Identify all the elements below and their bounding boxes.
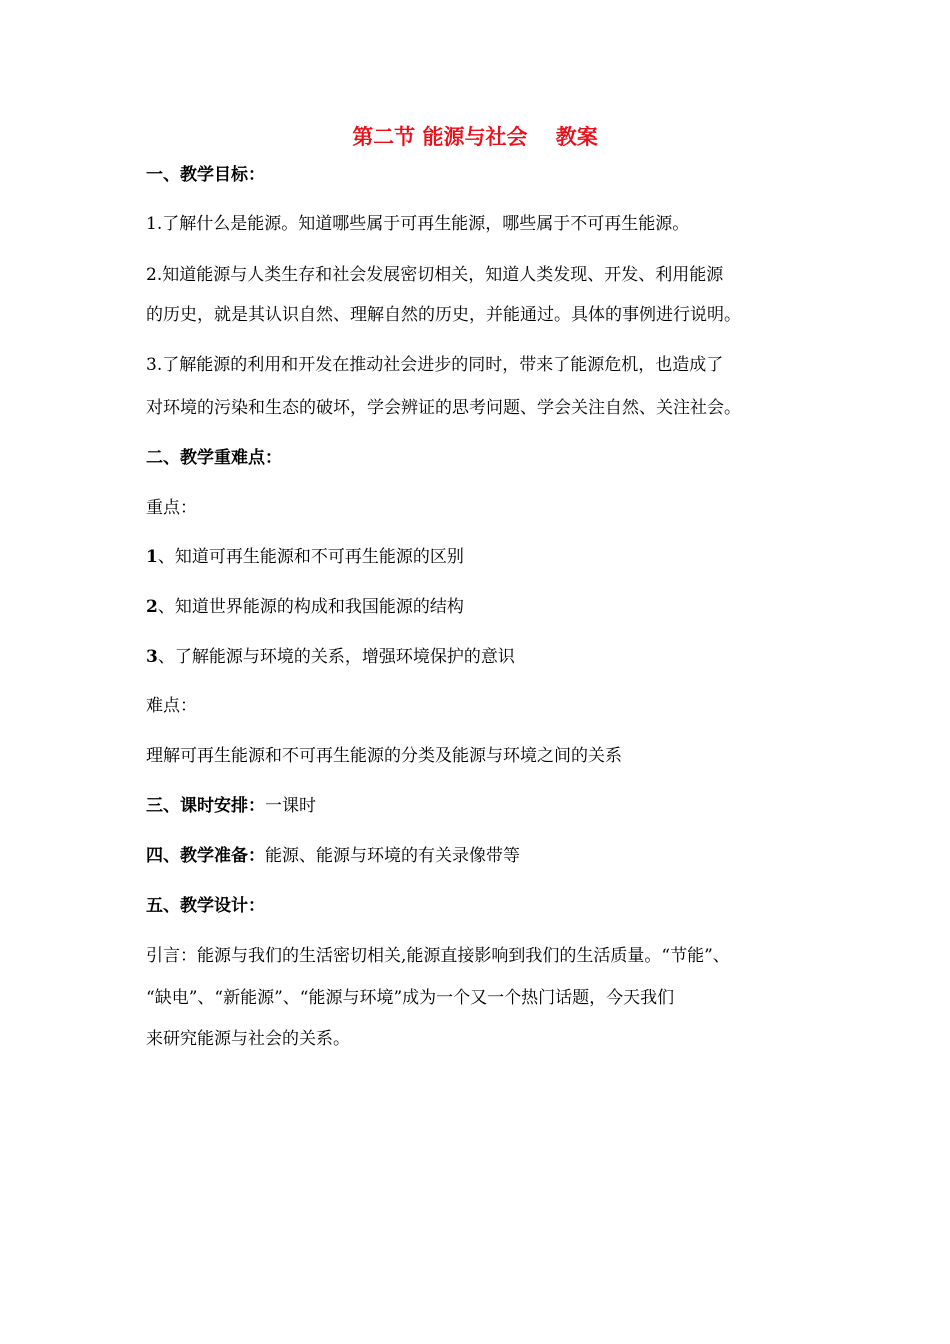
schedule-text: 一课时 <box>265 796 316 816</box>
objective-item-1: 1.了解什么是能源。知道哪些属于可再生能源，哪些属于不可再生能源。 <box>146 214 690 234</box>
section-heading-design: 五、教学设计： <box>146 896 265 916</box>
key-point-1-number: 1 <box>146 547 158 567</box>
section-heading-objectives: 一、教学目标： <box>146 165 265 185</box>
objective-item-2-line-2: 的历史，就是其认识自然、理解自然的历史，并能通过。具体的事例进行说明。 <box>146 305 741 325</box>
section-heading-schedule: 三、课时安排： <box>146 796 265 816</box>
objective-item-2-line-1: 2.知道能源与人类生存和社会发展密切相关，知道人类发现、开发、利用能源 <box>146 265 724 285</box>
objective-item-3-line-1: 3.了解能源的利用和开发在推动社会进步的同时，带来了能源危机，也造成了 <box>146 355 724 375</box>
section-heading-key-points: 二、教学重难点： <box>146 448 282 468</box>
difficulty-label: 难点： <box>146 696 197 716</box>
key-point-3-text: 、了解能源与环境的关系，增强环境保护的意识 <box>157 647 515 667</box>
key-points-label: 重点： <box>146 498 197 518</box>
key-point-1 <box>146 545 464 569</box>
key-point-3 <box>146 645 515 669</box>
preparation-line <box>146 844 520 868</box>
schedule-line <box>146 794 316 818</box>
preparation-text: 能源、能源与环境的有关录像带等 <box>265 846 520 866</box>
key-point-2 <box>146 595 464 619</box>
objective-item-3-line-2: 对环境的污染和生态的破坏，学会辨证的思考问题、学会关注自然、关注社会。 <box>146 398 741 418</box>
intro-line-2: “缺电”、“新能源”、“能源与环境”成为一个又一个热门话题，今天我们 <box>146 988 675 1008</box>
key-point-2-number: 2 <box>146 597 158 617</box>
intro-line-1: 引言：能源与我们的生活密切相关,能源直接影响到我们的生活质量。“节能”、 <box>146 946 730 966</box>
key-point-3-number: 3 <box>146 647 158 667</box>
key-point-1-text: 、知道可再生能源和不可再生能源的区别 <box>157 547 464 567</box>
intro-line-3: 来研究能源与社会的关系。 <box>146 1029 350 1049</box>
key-point-2-text: 、知道世界能源的构成和我国能源的结构 <box>157 597 464 617</box>
section-heading-preparation: 四、教学准备： <box>146 846 265 866</box>
document-title: 第二节 能源与社会 教案 <box>352 124 598 149</box>
difficulty-text: 理解可再生能源和不可再生能源的分类及能源与环境之间的关系 <box>146 746 622 766</box>
